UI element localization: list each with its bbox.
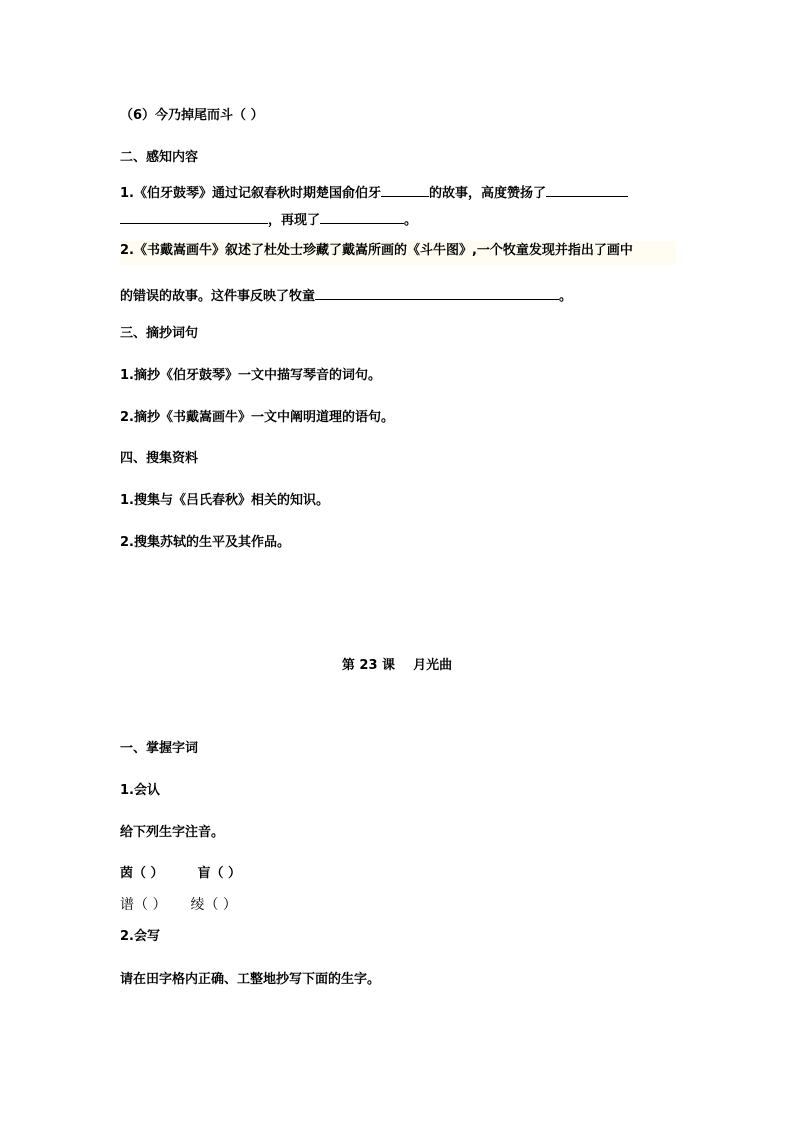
item-2-text-a: 2.《书戴嵩画牛》叙述了杜处士珍藏了戴嵩所画的《斗牛图》,一个牧童发现并指出了画中 [120, 243, 633, 258]
question-6: （6）今乃掉尾而斗（ ） [120, 108, 264, 123]
section-2-heading: 二、感知内容 [120, 150, 199, 165]
section-4-heading: 四、搜集资料 [120, 451, 199, 466]
chars-row-1 [120, 866, 241, 882]
item-2-text-c: 。 [559, 289, 573, 304]
answer-blank[interactable] [320, 211, 404, 224]
section-3-heading: 三、摘抄词句 [120, 326, 199, 341]
lesson-title: 第 23 课 月光曲 [341, 658, 453, 673]
lesson-instruction-2: 请在田字格内正确、工整地抄写下面的生字。 [120, 972, 381, 987]
item-1-text-c: ，再现了 [268, 213, 321, 228]
lesson-instruction-1: 给下列生字注音。 [120, 825, 225, 840]
item-1-text-d: 。 [404, 213, 418, 228]
lesson-section-1-heading: 一、掌握字词 [120, 741, 199, 756]
answer-blank[interactable] [546, 184, 628, 197]
section-2-item-1-line-2 [120, 211, 417, 229]
char-item: 绫（ ） [190, 897, 237, 913]
answer-blank[interactable] [381, 184, 429, 197]
section-3-item-2: 2.摘抄《书戴嵩画牛》一文中阐明道理的语句。 [120, 410, 394, 425]
section-2-item-1-line-1 [120, 184, 628, 202]
item-1-text-a: 1.《伯牙鼓琴》通过记叙春秋时期楚国俞伯牙 [120, 186, 381, 201]
section-4-item-2: 2.搜集苏轼的生平及其作品。 [120, 535, 290, 550]
item-2-text-b: 的错误的故事。这件事反映了牧童 [120, 289, 316, 304]
lesson-sub-2: 2.会写 [120, 929, 160, 944]
char-item: 盲（ ） [197, 866, 242, 881]
section-2-item-2-line-2 [120, 287, 572, 305]
answer-blank[interactable] [315, 287, 559, 300]
section-4-item-1: 1.搜集与《吕氏春秋》相关的知识。 [120, 493, 329, 508]
char-item: 茵（ ） [120, 866, 164, 881]
char-item: 谱（ ） [120, 897, 167, 913]
section-2-item-2-line-1 [120, 241, 676, 265]
chars-row-2 [120, 897, 237, 913]
section-3-item-1: 1.摘抄《伯牙鼓琴》一文中描写琴音的词句。 [120, 368, 381, 383]
lesson-sub-1: 1.会认 [120, 783, 160, 798]
answer-blank[interactable] [120, 211, 268, 224]
item-1-text-b: 的故事，高度赞扬了 [428, 186, 546, 201]
